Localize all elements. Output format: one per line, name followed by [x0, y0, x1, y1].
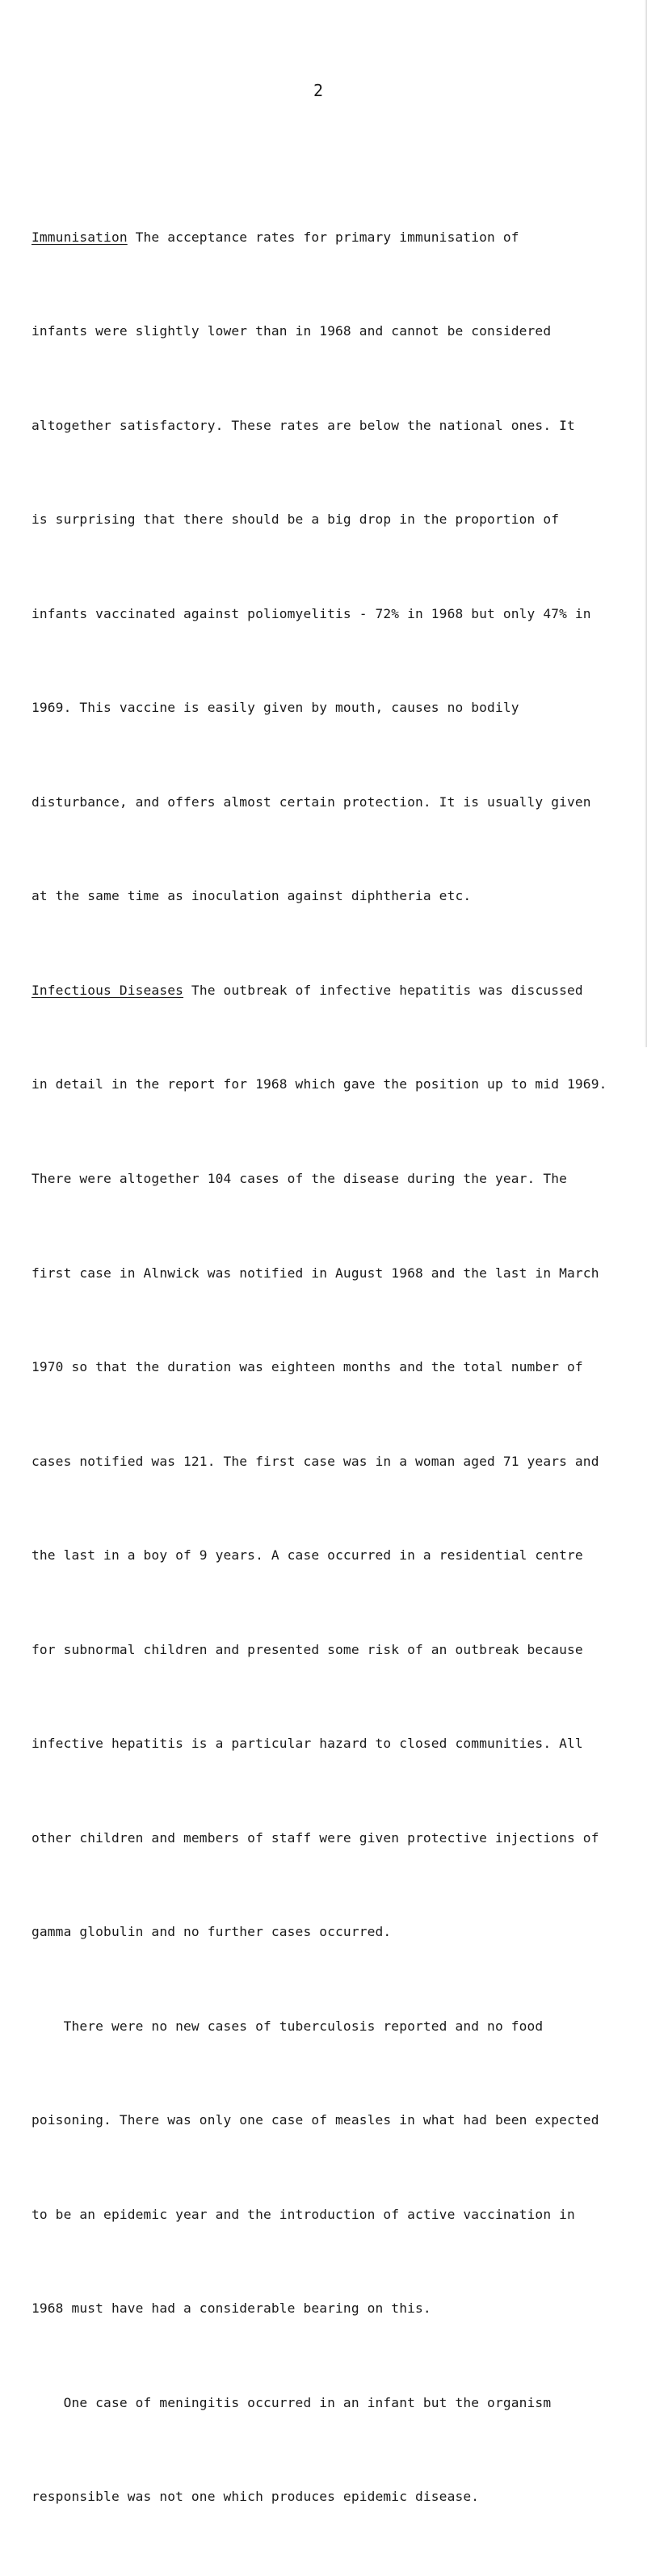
line-text: poisoning. There was only one case of measles in what had been expected: [32, 2112, 599, 2128]
text-line: [32, 1069, 645, 1101]
line-text: other children and members of staff were given protective injections of: [32, 1829, 599, 1846]
section-heading-immunisation: Immunisation: [32, 229, 128, 245]
text-line: [32, 1823, 645, 1854]
text-line: [32, 881, 645, 912]
line-text: There were no new cases of tuberculosis reported and no food: [32, 2018, 544, 2034]
text-line: [32, 316, 645, 347]
line-text: 1970 so that the duration was eighteen months and the total number of: [32, 1359, 583, 1375]
line-text: in detail in the report for 1968 which gave the position up to mid 1969.: [32, 1076, 607, 1092]
text-line: [32, 599, 645, 630]
text-line: [32, 2011, 645, 2043]
line-text: altogether satisfactory. These rates are below the national ones. It: [32, 417, 575, 433]
line-text: One case of meningitis occurred in an infant but the organism: [32, 2394, 552, 2410]
line-text: infants were slightly lower than in 1968 and cannot be considered: [32, 323, 552, 339]
line-text: first case in Alnwick was notified in August 1968 and the last in March: [32, 1265, 599, 1281]
text-line: [32, 504, 645, 536]
line-text: The outbreak of infective hepatitis was discussed: [183, 982, 583, 998]
text-line: [32, 2199, 645, 2231]
line-text: gamma globulin and no further cases occurred.: [32, 1924, 392, 1940]
line-text: for subnormal children and presented some risk of an outbreak because: [32, 1641, 583, 1657]
text-line: [32, 1917, 645, 1948]
text-line: [32, 1258, 645, 1290]
text-line: [32, 1728, 645, 1760]
line-text: disturbance, and offers almost certain protection. It is usually given: [32, 793, 591, 810]
text-line: [32, 2105, 645, 2136]
line-text: There were altogether 104 cases of the disease during the year. The: [32, 1171, 568, 1186]
text-line: [32, 2481, 645, 2513]
text-line: [32, 2388, 645, 2419]
text-line: [32, 787, 645, 819]
report-body: [32, 159, 645, 2576]
line-text: 1969. This vaccine is easily given by mouth, causes no bodily: [32, 700, 519, 716]
text-line: [32, 1635, 645, 1666]
text-line: [32, 1446, 645, 1478]
line-text: infective hepatitis is a particular hazard to closed communities. All: [32, 1736, 583, 1752]
section-heading-infectious-diseases: Infectious Diseases: [32, 982, 184, 998]
line-text: the last in a boy of 9 years. A case occurred in a residential centre: [32, 1547, 583, 1564]
text-line: [32, 975, 645, 1007]
text-line: [32, 2293, 645, 2325]
line-text: The acceptance rates for primary immunisation of: [127, 229, 519, 245]
text-line: [32, 1540, 645, 1572]
text-line: [32, 410, 645, 442]
text-line: [32, 692, 645, 724]
line-text: infants vaccinated against poliomyelitis - 72% in 1968 but only 47% in: [32, 605, 591, 621]
text-line: [32, 1164, 645, 1195]
line-text: is surprising that there should be a big drop in the proportion of: [32, 511, 560, 528]
text-line: [32, 1352, 645, 1383]
line-text: cases notified was 121. The first case was in a woman aged 71 years and: [32, 1453, 599, 1469]
text-line: [32, 222, 645, 254]
line-text: at the same time as inoculation against diphtheria etc.: [32, 888, 472, 904]
line-text: to be an epidemic year and the introduction of active vaccination in: [32, 2206, 575, 2222]
page-number: 2: [313, 81, 324, 100]
line-text: responsible was not one which produces epidemic disease.: [32, 2489, 480, 2505]
line-text: 1968 must have had a considerable bearing on this.: [32, 2300, 431, 2317]
